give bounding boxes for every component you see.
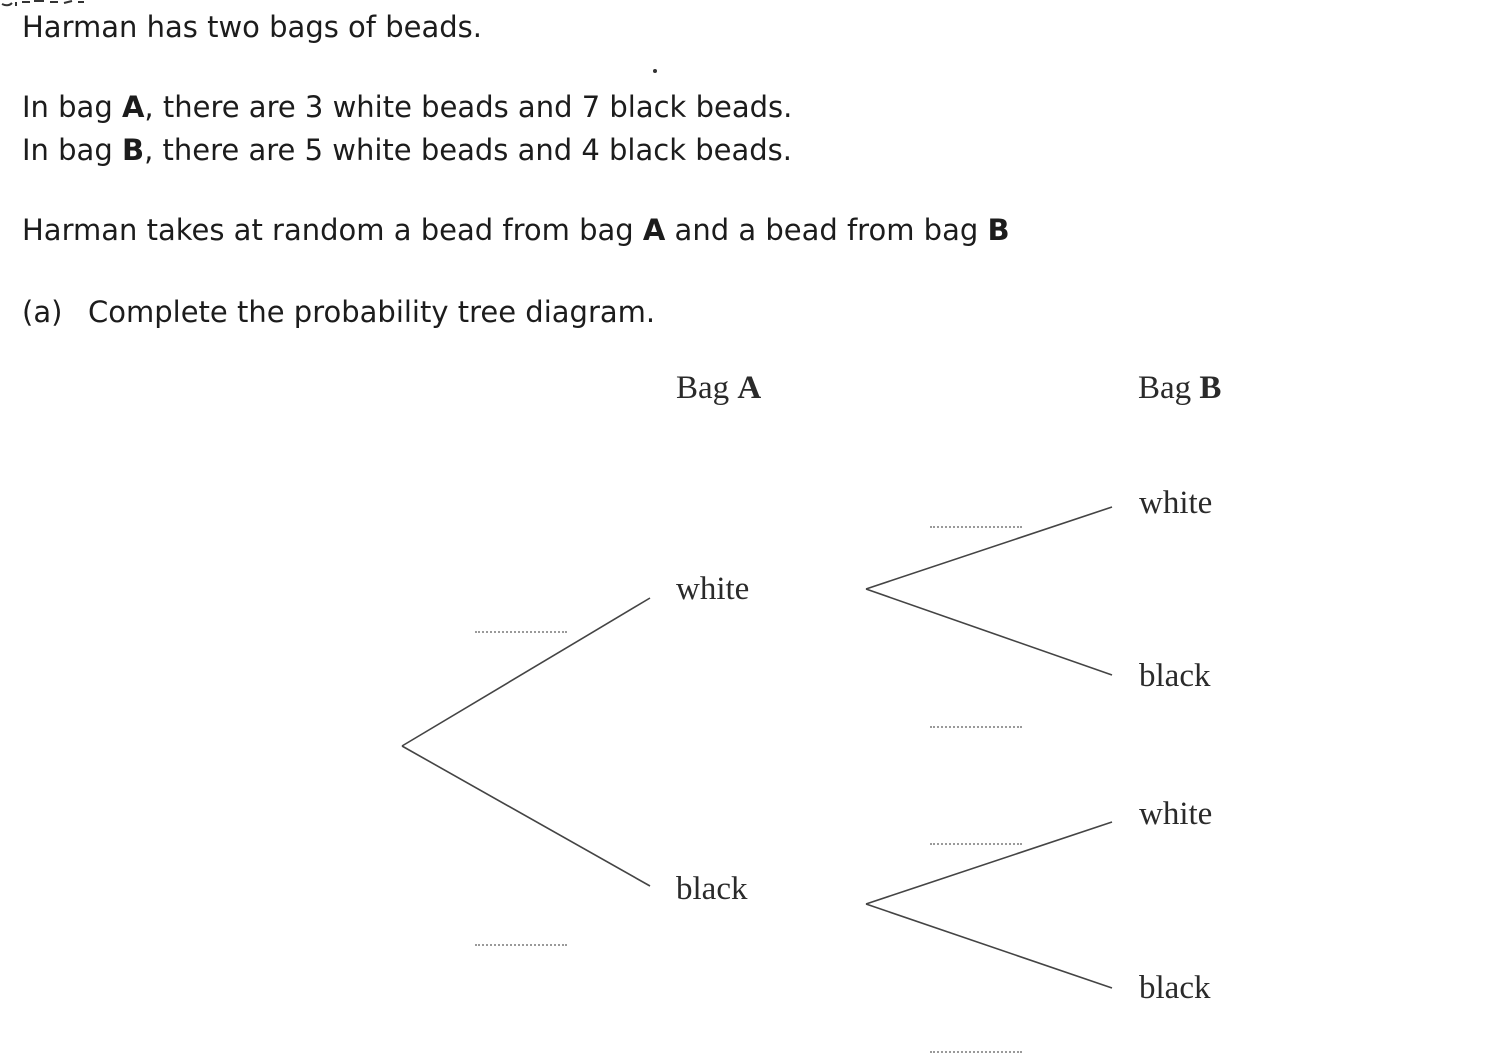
take-prefix: Harman takes at random a bead from bag: [22, 213, 643, 247]
bag-a-letter: A: [121, 90, 145, 124]
answer-blank-black-b-black[interactable]: [930, 1051, 1022, 1053]
bag-a-column-heading: [676, 372, 761, 405]
branch-white-b-white: [866, 507, 1112, 589]
node-b-black-lower: black: [1139, 970, 1211, 1006]
branch-black-b-black: [866, 904, 1112, 988]
node-b-black-upper: black: [1139, 658, 1211, 694]
answer-blank-white-b-black[interactable]: [930, 726, 1022, 728]
answer-blank-white-b-white[interactable]: [930, 526, 1022, 528]
bag-a-prefix: In bag: [22, 90, 122, 124]
answer-blank-a-white[interactable]: [475, 631, 567, 633]
node-a-white: white: [676, 571, 750, 607]
bag-b-column-heading: [1138, 372, 1221, 405]
part-a-text: Complete the probability tree diagram.: [88, 295, 656, 329]
question-intro: Harman has two bags of beads.: [22, 10, 482, 44]
node-b-white-lower: white: [1139, 796, 1213, 832]
take-bag-b: B: [987, 213, 1010, 247]
bag-a-suffix: , there are 3 white beads and 7 black beads.: [144, 90, 793, 124]
bag-a-heading-word: Bag: [676, 370, 738, 406]
part-a-label: (a): [22, 295, 63, 329]
bag-a-heading-letter: A: [737, 370, 762, 406]
take-middle: and a bead from bag: [665, 213, 988, 247]
node-a-black: black: [676, 871, 748, 907]
branch-a-black: [402, 746, 650, 886]
branch-a-white: [402, 598, 650, 746]
bag-b-prefix: In bag: [22, 133, 122, 167]
bag-b-heading-word: Bag: [1138, 370, 1200, 406]
bag-b-heading-letter: B: [1199, 370, 1222, 406]
answer-blank-a-black[interactable]: [475, 944, 567, 946]
node-b-white-upper: white: [1139, 485, 1213, 521]
branch-white-b-black: [866, 589, 1112, 675]
answer-blank-black-b-white[interactable]: [930, 843, 1022, 845]
bag-b-letter: B: [121, 133, 145, 167]
bag-b-suffix: , there are 5 white beads and 4 black beads.: [144, 133, 792, 167]
take-bag-a: A: [642, 213, 666, 247]
branch-black-b-white: [866, 822, 1112, 904]
